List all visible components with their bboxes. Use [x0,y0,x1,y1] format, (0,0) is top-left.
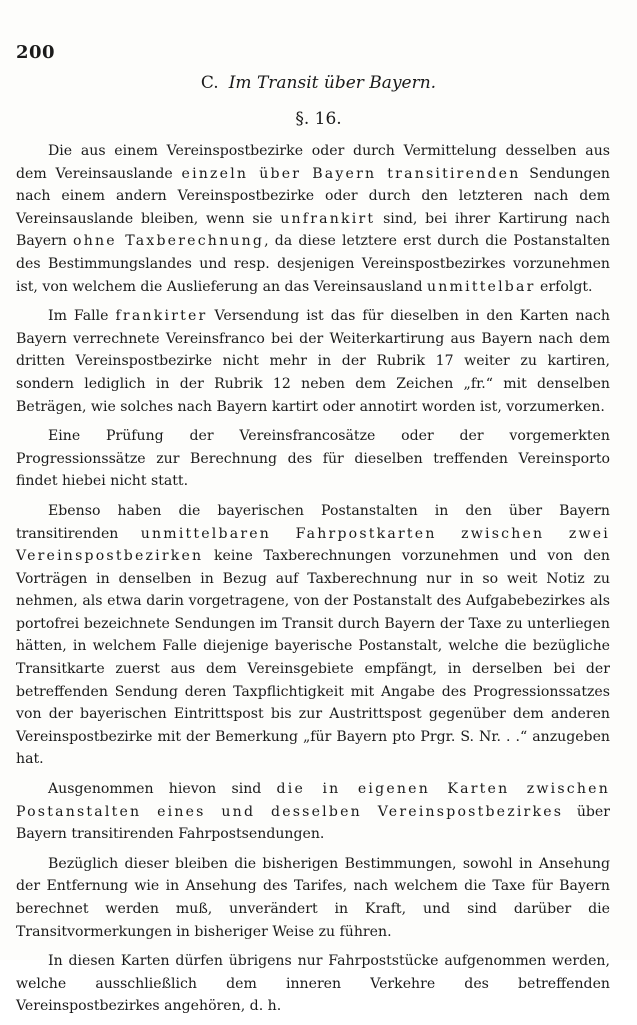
section-letter: C. [200,73,219,93]
page-number: 200 [16,42,56,63]
paragraph-2 [16,305,610,418]
paragraph-4 [16,500,610,771]
text-run: erfolgt. [535,278,593,295]
text-run: Ausgenommen hievon sind [48,781,277,798]
section-title: Im Transit über Bayern. [228,73,437,93]
paragraph-5 [16,778,610,846]
text-run: keine Taxberechnungen vorzunehmen und von den Vorträgen in denselben in Bezug auf Taxberechnung nur in so weit Notiz zu nehmen, als etwa darin vorgetragene, von der Postanstalt des Aufgabebezirkes als portofrei bezeichnete Sendungen im Transit durch Bayern der Taxe zu unterliegen hätten, in welchem Falle diejenige bayerische Postanstalt, welche die bezügliche Transitkarte zuerst aus dem Vereinsgebiete empfängt, in derselben bei der betreffenden Sendung deren Taxpflichtigkeit mit Angabe des Progressionssatzes von der bayerischen Eintrittspost bis zur Austrittspost gegenüber dem anderen Vereinspostbezirke mit der Bemerkung „für Bayern pto Prgr. S. Nr. . .“ anzugeben hat. [16,548,610,768]
emphasis-run: unmittelbaren Fahrpostkarten zwischen zwei Vereinspostbezirken [16,525,610,565]
emphasis-run: unfrankirt [280,210,376,227]
emphasis-run: frankirter [115,308,208,325]
text-run: Versendung ist das für dieselben in den Karten nach Bayern verrechnete Vereinsfranco bei der Weiterkartirung aus Bayern nach dem dritten Vereinspostbezirke nicht mehr in der Rubrik 17 weiter zu kartiren, sondern lediglich in der Rubrik 12 neben dem Zeichen „fr.“ mit denselben Beträgen, wie solches nach Bayern kartirt oder annotirt worden ist, vorzumerken. [16,308,610,415]
text-run: über Bayern transitirenden Fahrpostsendungen. [16,803,610,843]
paragraph-6 [16,853,610,943]
emphasis-run: ohne Taxberechnung [73,233,265,250]
text-run: Im Falle [48,308,116,325]
text-run: Die aus einem Vereinspostbezirke oder durch Vermittelung desselben aus dem Vereinsauslande [16,143,610,182]
text-run: Sendungen nach einem andern Vereinspostbezirke oder durch den letzteren nach dem Vereinsauslande bleiben, wenn sie [16,165,610,227]
section-heading [0,73,637,93]
emphasis-run: die in eigenen Karten zwischen Postanstalten eines und desselben Vereinspostbezirkes [16,781,610,820]
text-run: Eine Prüfung der Vereinsfrancosätze oder der vorgemerkten Progressionssätze zur Berechnung des für dieselben treffenden Vereinsporto findet hiebei nicht statt. [16,428,610,490]
paragraph-number: §. 16. [295,109,342,129]
paragraph-7 [16,950,610,1018]
emphasis-run: einzeln über Bayern transitirenden [181,165,521,182]
text-run: , da diese letztere erst durch die Postanstalten des Bestimmungslandes und resp. desjenigen Vereinspostbezirkes vorzunehmen ist, von welchem die Auslieferung an das Vereinsausland [16,233,610,295]
body-text [16,140,610,1025]
emphasis-run: unmittelbar [427,278,536,295]
paragraph-3 [16,425,610,493]
text-run: In diesen Karten dürfen übrigens nur Fahrpoststücke aufgenommen werden, welche ausschließlich dem inneren Verkehre des betreffenden Vereinspostbezirkes angehören, d. h. [16,953,610,1015]
paragraph-1 [16,140,610,298]
text-run: sind, bei ihrer Kartirung nach Bayern [16,210,610,250]
text-run: Bezüglich dieser bleiben die bisherigen Bestimmungen, sowohl in Ansehung der Entfernung wie in Ansehung des Tarifes, nach welchem die Taxe für Bayern berechnet werden muß, unverändert in Kraft, und sind darüber die Transitvormerkungen in bisheriger Weise zu führen. [16,855,610,940]
text-run: Ebenso haben die bayerischen Postanstalten in den über Bayern transitirenden [16,502,610,542]
